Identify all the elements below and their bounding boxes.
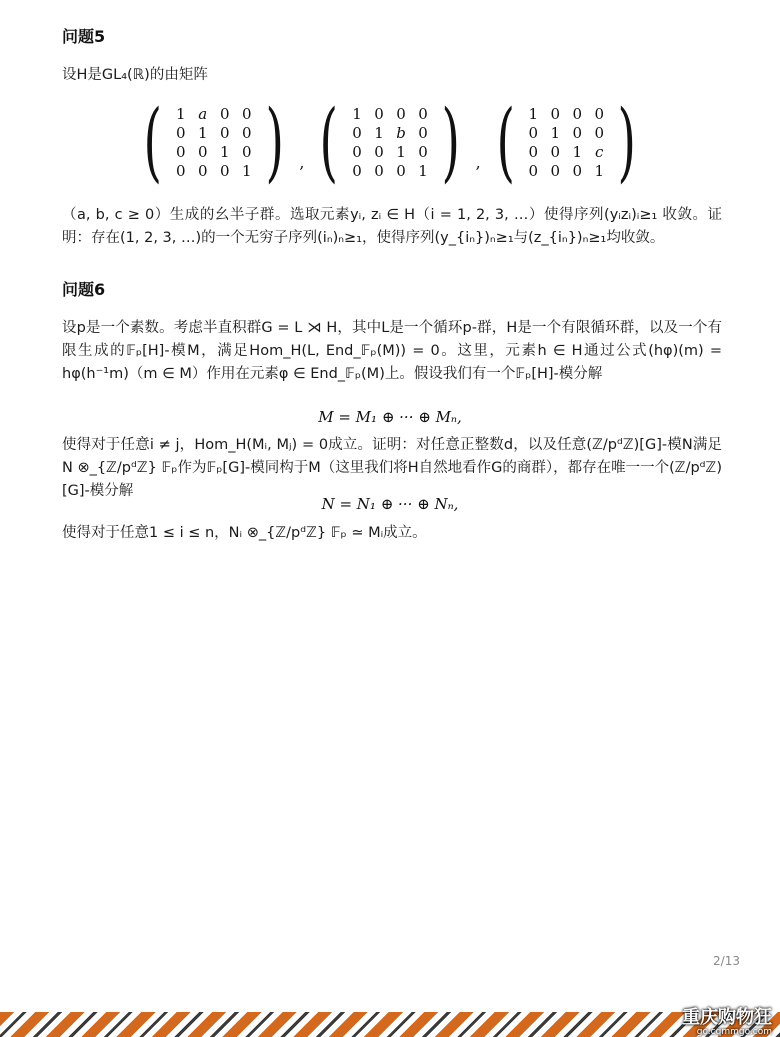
problem6-para2: 使得对于任意i ≠ j，Hom_H(Mᵢ, Mⱼ) = 0成立。证明：对任意正整数d，以及任意(ℤ/pᵈℤ)[G]-模N满足N ⊗_{ℤ/pᵈℤ} 𝔽ₚ作为𝔽ₚ[G]-模同构于M（这里我们将H自然地看作G的商群），都存在唯一一个(ℤ/pᵈℤ)[G]-模分解 (62, 437, 722, 499)
matrix-entry: c (595, 142, 604, 161)
matrix-entry: 0 (198, 142, 208, 161)
equation-m-decomposition: M = M₁ ⊕ ··· ⊕ Mₙ, (318, 408, 462, 426)
matrix-entry: 1 (418, 161, 428, 180)
right-paren: ) (441, 92, 461, 192)
matrix-entry: 0 (418, 142, 428, 161)
matrix-grid (170, 100, 258, 184)
matrix-entry: 0 (572, 161, 582, 180)
matrix-entry: 1 (220, 142, 230, 161)
equation-n-decomposition: N = N₁ ⊕ ··· ⊕ Nₙ, (321, 495, 459, 513)
matrix-entry: 0 (374, 104, 384, 123)
matrix-grid (522, 100, 610, 184)
matrix-entry: 0 (528, 161, 538, 180)
matrix-entry: 0 (550, 142, 560, 161)
matrix-entry: 0 (220, 161, 230, 180)
problem6-heading: 问题6 (62, 280, 106, 299)
matrix-entry: 0 (352, 142, 362, 161)
matrix-separator: , (475, 152, 481, 172)
matrix-entry: 0 (418, 123, 428, 142)
matrix-entry: 0 (550, 161, 560, 180)
right-paren: ) (617, 92, 637, 192)
matrix-entry: 1 (396, 142, 406, 161)
matrix-entry: 0 (594, 123, 604, 142)
left-paren: ( (496, 92, 515, 192)
matrix-entry: 1 (550, 123, 560, 142)
matrix-entry: 0 (396, 104, 406, 123)
matrix-entry: 0 (242, 104, 252, 123)
matrix-3 (489, 92, 644, 192)
problem5-body: （a, b, c ≥ 0）生成的幺半子群。选取元素yᵢ, zᵢ ∈ H（i = 1, 2, 3, …）使得序列(yᵢzᵢ)ᵢ≥₁ 收敛。证明：存在(1, 2, 3, …)的一个无穷子序列(iₙ)ₙ≥₁，使得序列(y_{iₙ})ₙ≥₁与(z_{iₙ})ₙ≥₁均收敛。 (62, 207, 722, 246)
matrix-entry: 1 (198, 123, 208, 142)
matrix-entry: 0 (374, 142, 384, 161)
matrix-entry: 1 (594, 161, 604, 180)
page-number: 2/13 (713, 954, 740, 968)
problem6-para1: 设p是一个素数。考虑半直积群G = L ⋊ H，其中L是一个循环p-群，H是一个有限循环群，以及一个有限生成的𝔽ₚ[H]-模M，满足Hom_H(L, End_𝔽ₚ(M)) = 0。这里，元素h ∈ H通过公式(hφ)(m) = hφ(h⁻¹m)（m ∈ M）作用在元素φ ∈ End_𝔽ₚ(M)上。假设我们有一个𝔽ₚ[H]-模分解 (62, 320, 727, 382)
watermark-url: go.cqmmgo.com (696, 1027, 772, 1037)
matrix-entry: 0 (572, 104, 582, 123)
matrix-entry: 0 (550, 104, 560, 123)
matrix-entry: 0 (396, 161, 406, 180)
matrix-entry: 0 (352, 161, 362, 180)
matrix-entry: 1 (374, 123, 384, 142)
matrix-entry: 0 (220, 104, 230, 123)
problem5-heading: 问题5 (62, 27, 106, 46)
matrix-separator: , (299, 152, 305, 172)
decorative-stripe-bar (0, 1012, 780, 1037)
left-paren: ( (143, 92, 163, 192)
matrix-entry: 0 (374, 161, 384, 180)
matrix-row (0, 92, 780, 192)
matrix-entry: 1 (352, 104, 362, 123)
matrix-2 (312, 92, 467, 192)
problem6-para3: 使得对于任意1 ≤ i ≤ n，Nᵢ ⊗_{ℤ/pᵈℤ} 𝔽ₚ ≃ Mᵢ成立。 (62, 525, 427, 541)
matrix-grid (346, 100, 434, 184)
matrix-entry: 1 (176, 104, 186, 123)
matrix-entry: 1 (572, 142, 582, 161)
watermark (682, 1008, 772, 1037)
matrix-entry: 0 (418, 104, 428, 123)
left-paren: ( (319, 92, 339, 192)
matrix-entry: 0 (528, 123, 538, 142)
matrix-entry: b (396, 123, 406, 142)
matrix-entry: 0 (176, 142, 186, 161)
watermark-title: 重庆购物狂 (682, 1007, 772, 1028)
matrix-entry: 0 (594, 104, 604, 123)
matrix-entry: 1 (528, 104, 538, 123)
right-paren: ) (265, 92, 284, 192)
matrix-entry: 0 (528, 142, 538, 161)
matrix-entry: 0 (242, 123, 252, 142)
matrix-entry: 0 (176, 161, 186, 180)
matrix-entry: 0 (352, 123, 362, 142)
matrix-entry: 0 (198, 161, 208, 180)
matrix-1 (136, 92, 291, 192)
matrix-entry: 0 (242, 142, 252, 161)
matrix-entry: 0 (572, 123, 582, 142)
matrix-entry: a (198, 104, 208, 123)
matrix-entry: 1 (242, 161, 252, 180)
problem5-intro: 设H是GL₄(ℝ)的由矩阵 (62, 67, 208, 83)
matrix-entry: 0 (176, 123, 186, 142)
matrix-entry: 0 (220, 123, 230, 142)
